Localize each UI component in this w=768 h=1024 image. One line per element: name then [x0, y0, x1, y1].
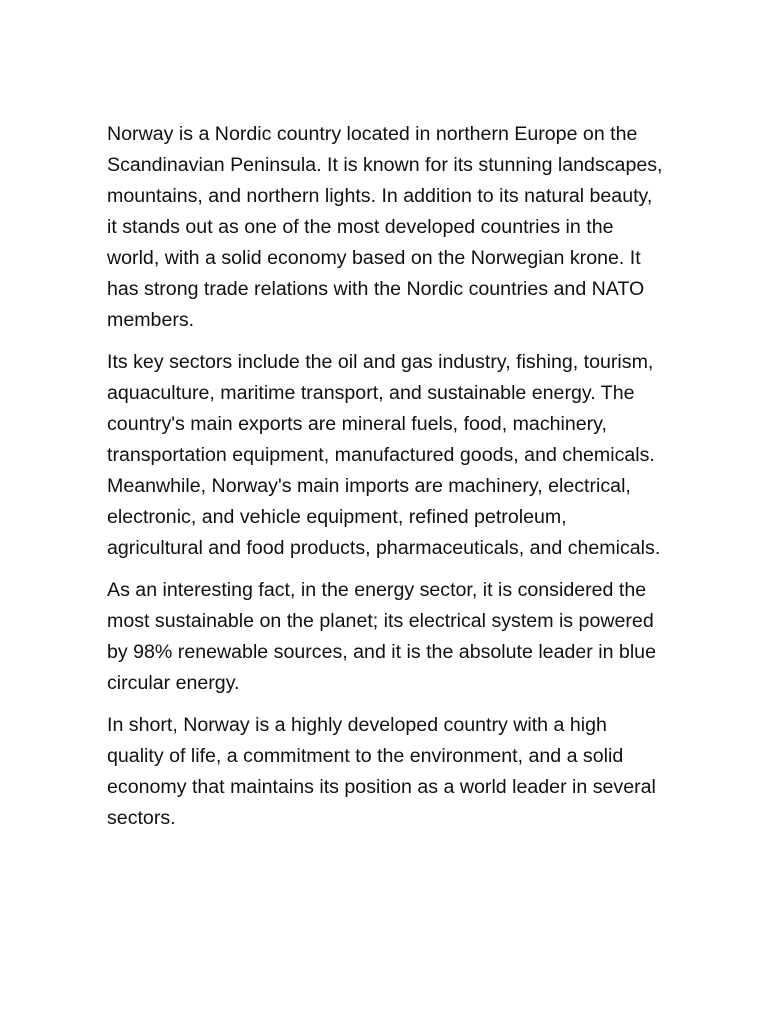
paragraph-summary: In short, Norway is a highly developed country with a high quality of life, a commitment to the environment, and a solid economy that maintains its position as a world leader in several sectors.	[107, 714, 656, 829]
paragraph-energy-fact: As an interesting fact, in the energy sector, it is considered the most sustainable on the planet; its electrical system is powered by 98% renewable sources, and it is the absolute leader in blue circular energy.	[107, 579, 656, 694]
paragraph-intro: Norway is a Nordic country located in northern Europe on the Scandinavian Peninsula. It is known for its stunning landscapes, mountains, and northern lights. In addition to its natural beauty, it stands out as one of the most developed countries in the world, with a solid economy based on the Norwegian krone. It has strong trade relations with the Nordic countries and NATO members.	[107, 123, 663, 331]
paragraph-key-sectors: Its key sectors include the oil and gas industry, fishing, tourism, aquaculture, maritime transport, and sustainable energy. The country's main exports are mineral fuels, food, machinery, transportation equipment, manufactured goods, and chemicals. Meanwhile, Norway's main imports are machinery, electrical, electronic, and vehicle equipment, refined petroleum, agricultural and food products, pharmaceuticals, and chemicals.	[107, 351, 661, 559]
document-body	[107, 119, 667, 845]
